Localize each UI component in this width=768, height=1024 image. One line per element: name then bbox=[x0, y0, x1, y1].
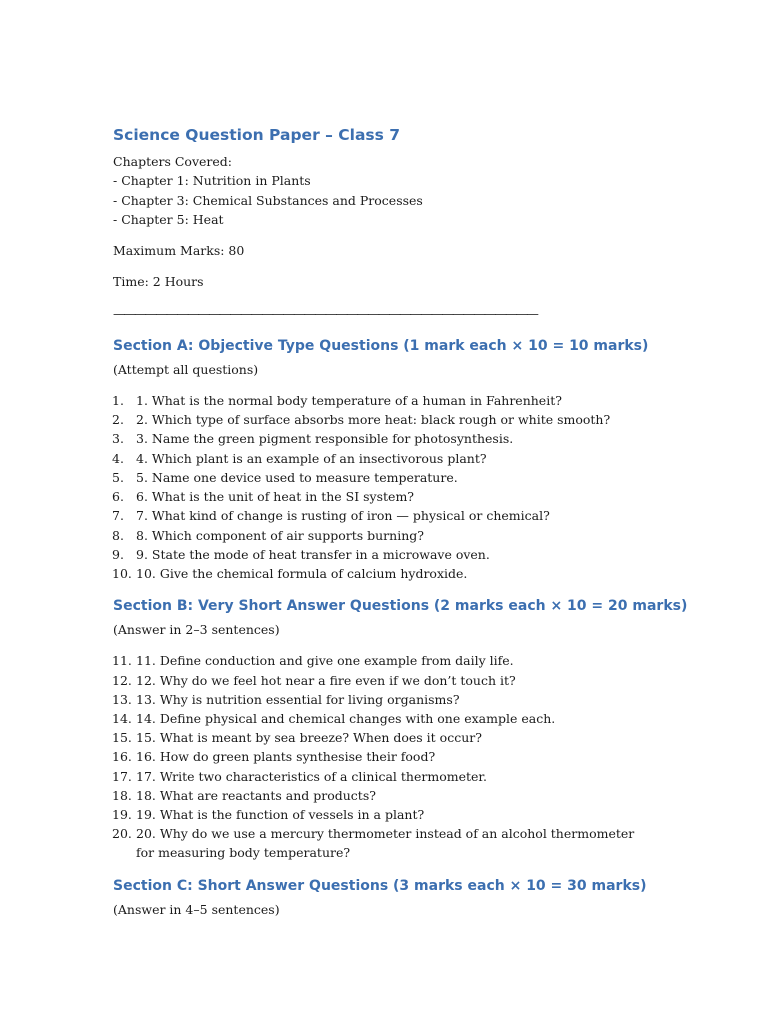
question-number: 11. bbox=[112, 653, 132, 669]
question-number: 13. bbox=[112, 691, 132, 707]
question-item bbox=[113, 506, 653, 525]
question-number: 14. bbox=[112, 711, 132, 727]
question-text: 6. What is the unit of heat in the SI system? bbox=[136, 489, 415, 505]
question-text: 14. Define physical and chemical changes with one example each. bbox=[136, 711, 556, 727]
question-text: 5. Name one device used to measure temperature. bbox=[136, 469, 458, 485]
question-text: 4. Which plant is an example of an insectivorous plant? bbox=[136, 450, 487, 466]
question-number: 9. bbox=[112, 546, 124, 562]
question-text: 8. Which component of air supports burning? bbox=[136, 527, 424, 543]
question-item bbox=[113, 728, 653, 747]
question-item bbox=[113, 545, 653, 564]
question-item bbox=[113, 767, 653, 786]
question-item bbox=[113, 671, 653, 690]
section-a-question-list bbox=[113, 391, 653, 583]
question-text: 11. Define conduction and give one example from daily life. bbox=[136, 653, 514, 669]
question-item bbox=[113, 786, 653, 805]
question-number: 8. bbox=[112, 527, 124, 543]
question-text: 18. What are reactants and products? bbox=[136, 787, 376, 803]
question-number: 17. bbox=[112, 768, 132, 784]
section-a-instruction: (Attempt all questions) bbox=[113, 361, 259, 377]
chapter-item: - Chapter 1: Nutrition in Plants bbox=[113, 173, 311, 189]
question-text: 3. Name the green pigment responsible for photosynthesis. bbox=[136, 431, 514, 447]
question-item bbox=[113, 651, 653, 670]
question-item bbox=[113, 824, 653, 862]
question-number: 6. bbox=[112, 489, 124, 505]
question-text: 12. Why do we feel hot near a fire even if we don’t touch it? bbox=[136, 672, 516, 688]
question-text: 9. State the mode of heat transfer in a microwave oven. bbox=[136, 546, 490, 562]
question-text: 2. Which type of surface absorbs more heat: black rough or white smooth? bbox=[136, 412, 611, 428]
question-number: 2. bbox=[112, 412, 124, 428]
section-b-question-list bbox=[113, 651, 653, 862]
question-text: 13. Why is nutrition essential for living organisms? bbox=[136, 691, 460, 707]
section-a-heading: Section A: Objective Type Questions (1 mark each × 10 = 10 marks) bbox=[113, 337, 649, 354]
question-text: 19. What is the function of vessels in a plant? bbox=[136, 807, 425, 823]
question-number: 15. bbox=[112, 730, 132, 746]
question-text: 15. What is meant by sea breeze? When does it occur? bbox=[136, 730, 482, 746]
question-item bbox=[113, 468, 653, 487]
question-text: 7. What kind of change is rusting of iron — physical or chemical? bbox=[136, 508, 550, 524]
question-item bbox=[113, 410, 653, 429]
question-number: 12. bbox=[112, 672, 132, 688]
spacer bbox=[113, 292, 653, 304]
page-title: Science Question Paper – Class 7 bbox=[113, 126, 401, 144]
question-item bbox=[113, 564, 653, 583]
question-text: 17. Write two characteristics of a clinical thermometer. bbox=[136, 768, 487, 784]
spacer bbox=[113, 260, 653, 272]
section-c-instruction: (Answer in 4–5 sentences) bbox=[113, 901, 280, 917]
chapter-item: - Chapter 3: Chemical Substances and Processes bbox=[113, 192, 423, 208]
question-item bbox=[113, 391, 653, 410]
question-item bbox=[113, 690, 653, 709]
question-item bbox=[113, 449, 653, 468]
document-content bbox=[112, 124, 688, 919]
spacer bbox=[113, 863, 653, 876]
spacer bbox=[113, 323, 653, 336]
question-text: 16. How do green plants synthesise their food? bbox=[136, 749, 436, 765]
spacer bbox=[113, 583, 653, 596]
time-allowed: Time: 2 Hours bbox=[113, 274, 204, 290]
question-number: 18. bbox=[112, 787, 132, 803]
question-item bbox=[113, 805, 653, 824]
question-number: 1. bbox=[112, 393, 124, 409]
question-number: 5. bbox=[112, 469, 124, 485]
question-number: 7. bbox=[112, 508, 124, 524]
question-item bbox=[113, 526, 653, 545]
question-number: 19. bbox=[112, 807, 132, 823]
question-item bbox=[113, 709, 653, 728]
question-item bbox=[113, 747, 653, 766]
question-number: 20. bbox=[112, 826, 132, 842]
chapters-header: Chapters Covered: bbox=[113, 154, 232, 169]
spacer bbox=[113, 379, 653, 391]
question-text: 1. What is the normal body temperature of a human in Fahrenheit? bbox=[136, 393, 562, 409]
question-item bbox=[113, 429, 653, 448]
question-number: 3. bbox=[112, 431, 124, 447]
question-text: 20. Why do we use a mercury thermometer instead of an alcohol thermometer for measuring body temperature? bbox=[136, 826, 635, 861]
max-marks: Maximum Marks: 80 bbox=[113, 243, 245, 259]
section-b-heading: Section B: Very Short Answer Questions (2 marks each × 10 = 20 marks) bbox=[113, 598, 688, 615]
spacer bbox=[113, 639, 653, 651]
question-number: 16. bbox=[112, 749, 132, 765]
question-text: 10. Give the chemical formula of calcium hydroxide. bbox=[136, 565, 468, 581]
section-b-instruction: (Answer in 2–3 sentences) bbox=[113, 622, 280, 638]
question-number: 4. bbox=[112, 450, 124, 466]
section-c-heading: Section C: Short Answer Questions (3 marks each × 10 = 30 marks) bbox=[113, 877, 647, 894]
chapter-item: - Chapter 5: Heat bbox=[113, 211, 224, 227]
spacer bbox=[113, 229, 653, 241]
question-item bbox=[113, 487, 653, 506]
question-number: 10. bbox=[112, 565, 132, 581]
divider-line: ———————————————————————————————————————— bbox=[113, 305, 538, 321]
